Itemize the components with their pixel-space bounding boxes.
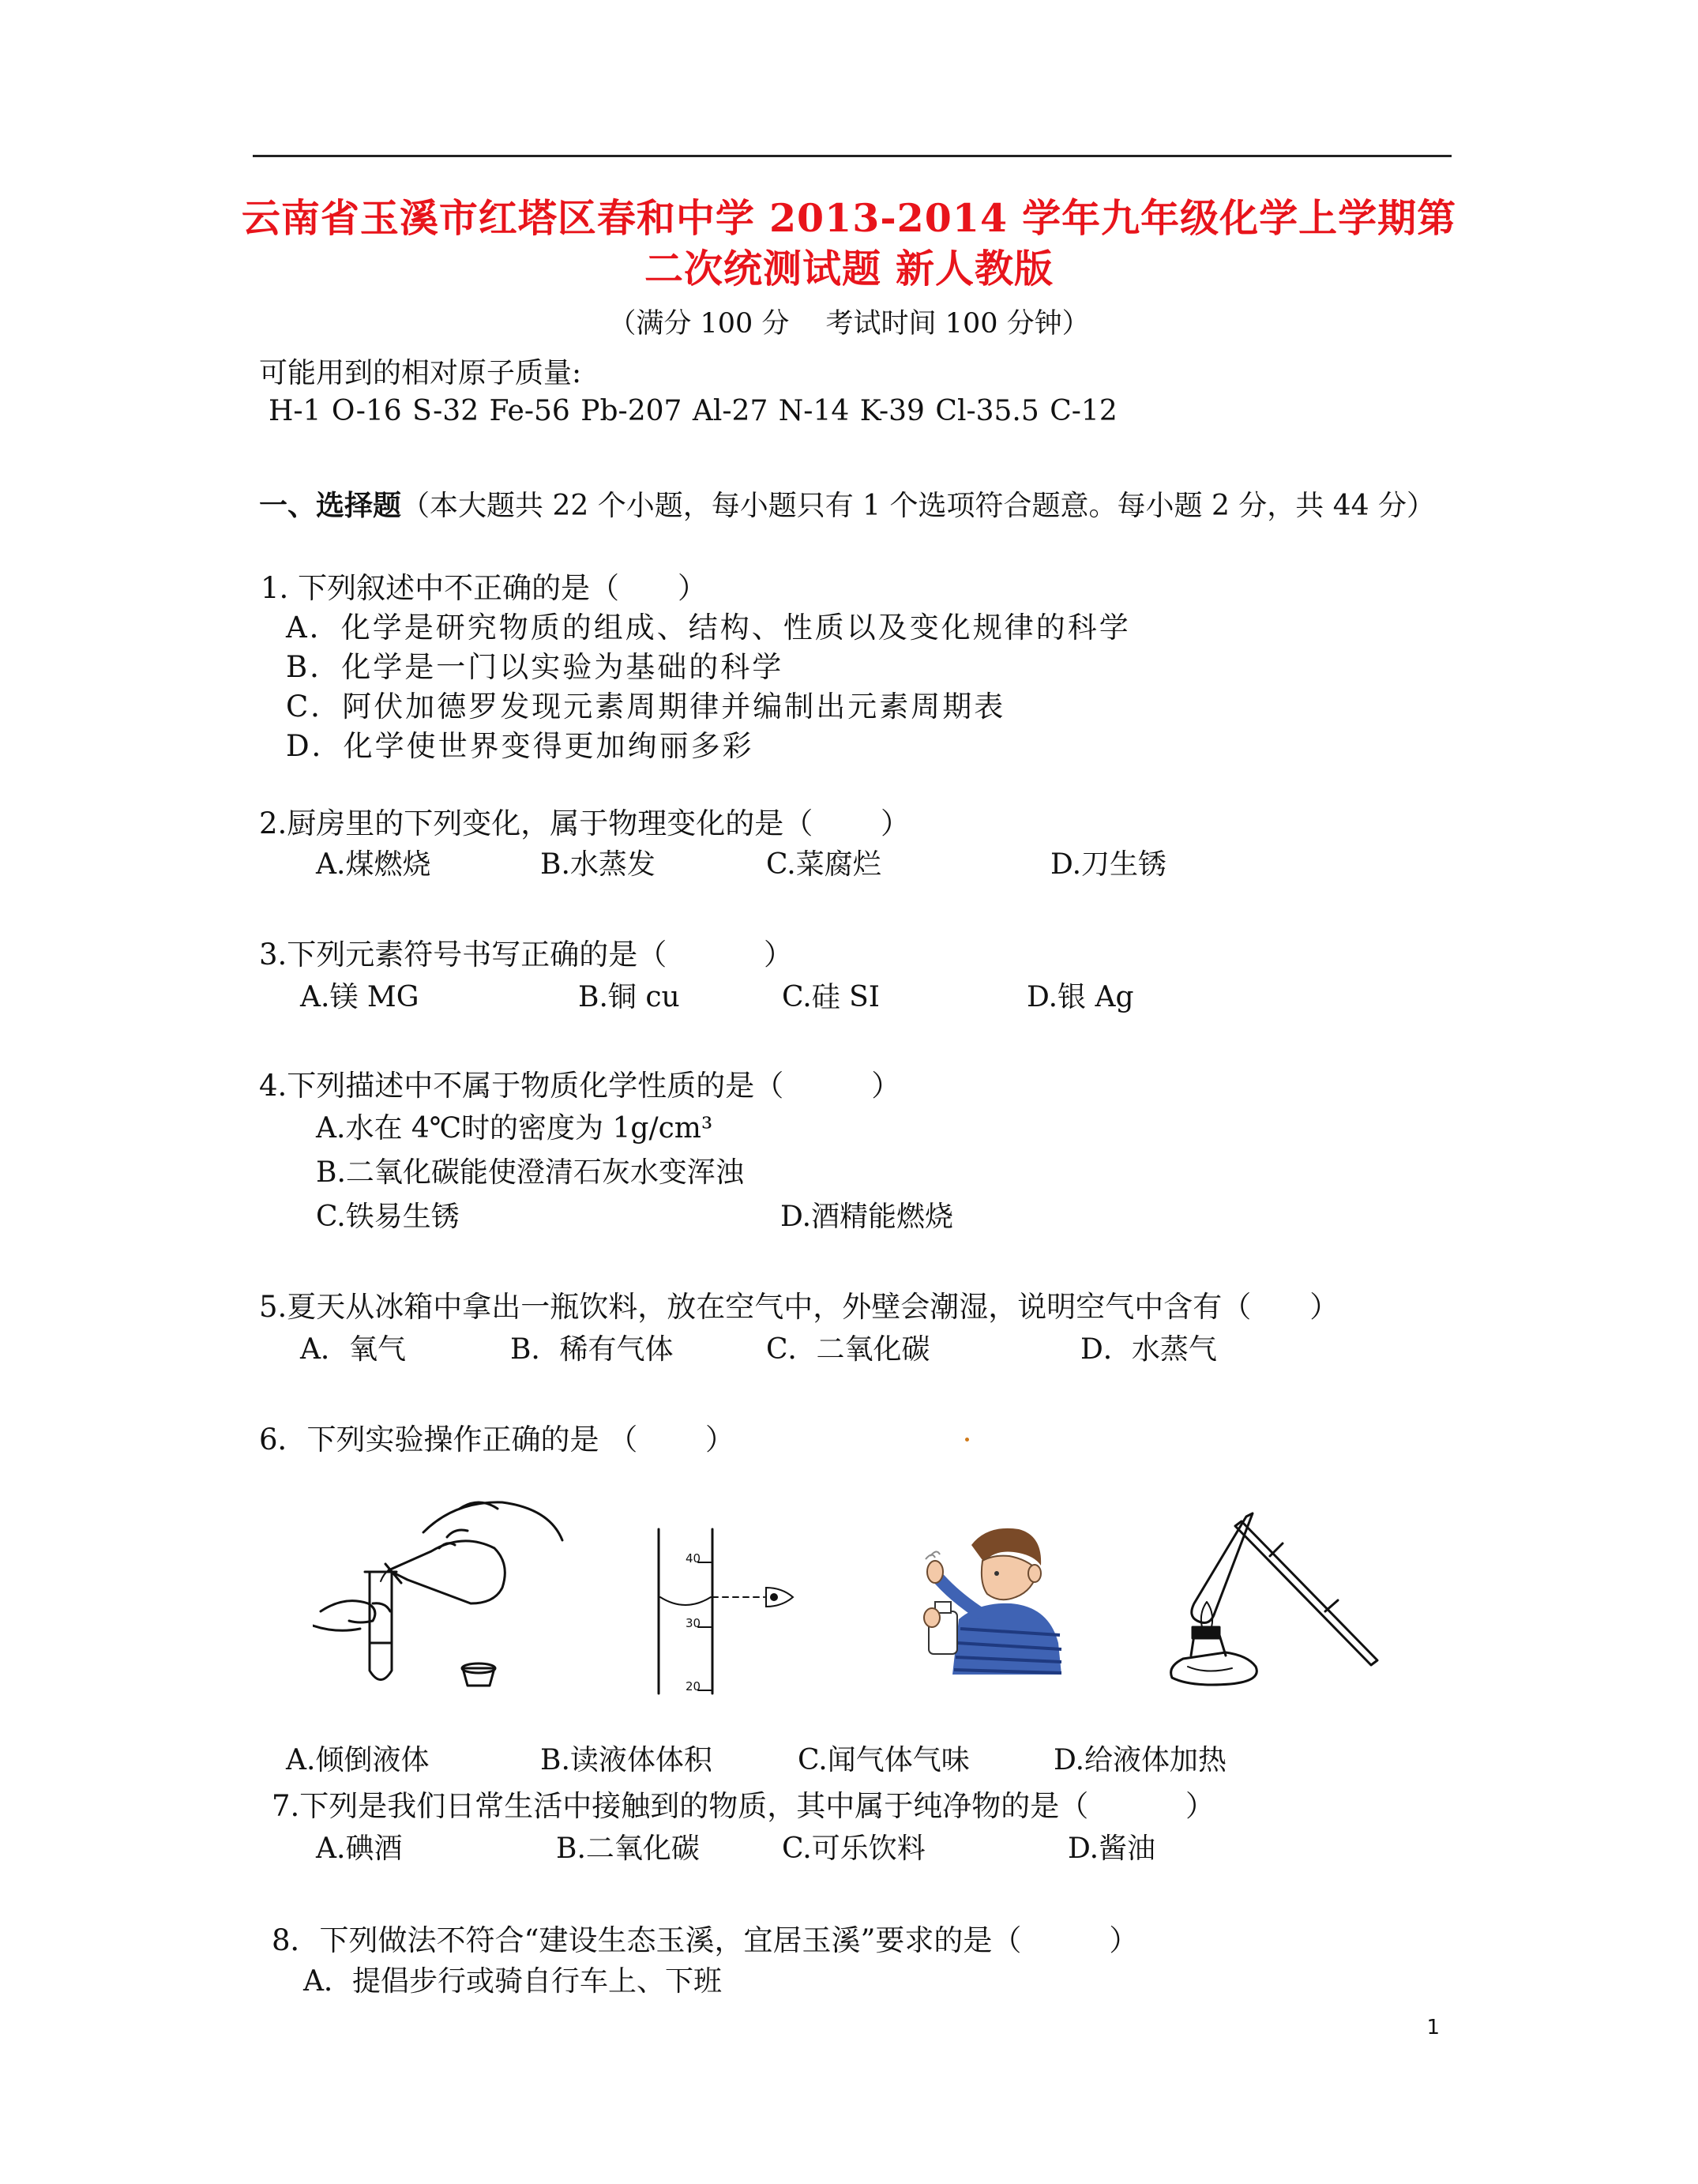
question-7-option-d: D.酱油: [1068, 1833, 1156, 1865]
question-1-stem: 1. 下列叙述中不正确的是（ ）: [261, 571, 708, 605]
question-5-stem: 5.夏天从冰箱中拿出一瓶饮料，放在空气中，外壁会潮湿，说明空气中含有（ ）: [259, 1290, 1339, 1324]
question-7-stem: 7.下列是我们日常生活中接触到的物质，其中属于纯净物的是（ ）: [272, 1789, 1215, 1823]
illustration-heating-liquid: [1159, 1509, 1381, 1690]
question-8-option-a: A．提倡步行或骑自行车上、下班: [303, 1965, 722, 1998]
atomic-mass-label: 可能用到的相对原子质量:: [259, 357, 582, 389]
question-4-stem: 4.下列描述中不属于物质化学性质的是（ ）: [259, 1069, 901, 1103]
question-5-option-d: D．水蒸气: [1080, 1333, 1217, 1366]
question-2-option-b: B.水蒸发: [540, 848, 656, 881]
question-4-option-d: D.酒精能燃烧: [780, 1201, 954, 1233]
question-6-option-c: C.闻气体气味: [798, 1744, 970, 1776]
page-number: 1: [1426, 2016, 1440, 2039]
page-title-line1: 云南省玉溪市红塔区春和中学 2013-2014 学年九年级化学上学期第: [241, 195, 1457, 241]
question-6-stem: 6．下列实验操作正确的是 （ ）: [259, 1423, 735, 1457]
illustration-smelling-gas: [908, 1524, 1066, 1675]
question-3-option-b: B.铜 cu: [578, 981, 680, 1013]
question-6-option-d: D.给液体加热: [1054, 1744, 1227, 1776]
question-1-option-d: D．化学使世界变得更加绚丽多彩: [286, 729, 754, 763]
question-7-option-c: C.可乐饮料: [782, 1833, 926, 1865]
question-4-option-b: B.二氧化碳能使澄清石灰水变浑浊: [316, 1156, 744, 1189]
question-6-option-b: B.读液体体积: [540, 1744, 712, 1776]
question-6-option-a: A.倾倒液体: [286, 1744, 430, 1776]
question-2-option-d: D.刀生锈: [1050, 848, 1167, 881]
question-5-option-c: C．二氧化碳: [766, 1333, 930, 1366]
page-title-line2: 二次统测试题 新人教版: [644, 246, 1054, 291]
question-8-stem: 8．下列做法不符合“建设生态玉溪，宜居玉溪”要求的是（ ）: [272, 1923, 1139, 1957]
question-3-option-a: A.镁 MG: [300, 981, 419, 1013]
question-3-stem: 3.下列元素符号书写正确的是（ ）: [259, 938, 794, 972]
section-heading: [259, 483, 1435, 524]
illustration-reading-volume: [648, 1524, 806, 1698]
question-4-option-c: C.铁易生锈: [316, 1201, 460, 1233]
question-2-option-a: A.煤燃烧: [316, 848, 431, 881]
question-5-option-a: A．氧气: [300, 1333, 406, 1366]
question-2-option-c: C.菜腐烂: [766, 848, 881, 881]
question-5-option-b: B．稀有气体: [510, 1333, 674, 1366]
question-7-option-a: A.碘酒: [316, 1833, 403, 1865]
question-4-option-a: A.水在 4℃时的密度为 1g/cm³: [316, 1112, 713, 1145]
header-rule: [253, 155, 1452, 157]
question-3-option-d: D.银 Ag: [1027, 981, 1134, 1013]
stray-dot: [965, 1438, 969, 1442]
section-description: （本大题共 22 个小题，每小题只有 1 个选项符合题意。每小题 2 分，共 44 分）: [401, 490, 1435, 522]
question-1-option-c: C．阿伏加德罗发现元素周期律并编制出元素周期表: [286, 690, 1006, 724]
question-1-option-b: B．化学是一门以实验为基础的科学: [286, 650, 784, 684]
question-2-stem: 2.厨房里的下列变化，属于物理变化的是（ ）: [259, 806, 911, 840]
question-1-option-a: A．化学是研究物质的组成、结构、性质以及变化规律的科学: [286, 611, 1131, 645]
cylinder-tick-30: 30: [686, 1616, 701, 1630]
cylinder-tick-40: 40: [686, 1551, 701, 1566]
cylinder-tick-20: 20: [686, 1679, 701, 1693]
question-3-option-c: C.硅 SI: [782, 981, 881, 1013]
atomic-mass-values: H-1 O-16 S-32 Fe-56 Pb-207 Al-27 N-14 K-39 Cl-35.5 C-12: [269, 395, 1118, 427]
illustration-pouring-liquid: [313, 1485, 565, 1690]
question-7-option-b: B.二氧化碳: [556, 1833, 700, 1865]
exam-subtitle: （满分 100 分 考试时间 100 分钟）: [608, 308, 1090, 340]
section-title: 一、选择题: [259, 489, 402, 522]
